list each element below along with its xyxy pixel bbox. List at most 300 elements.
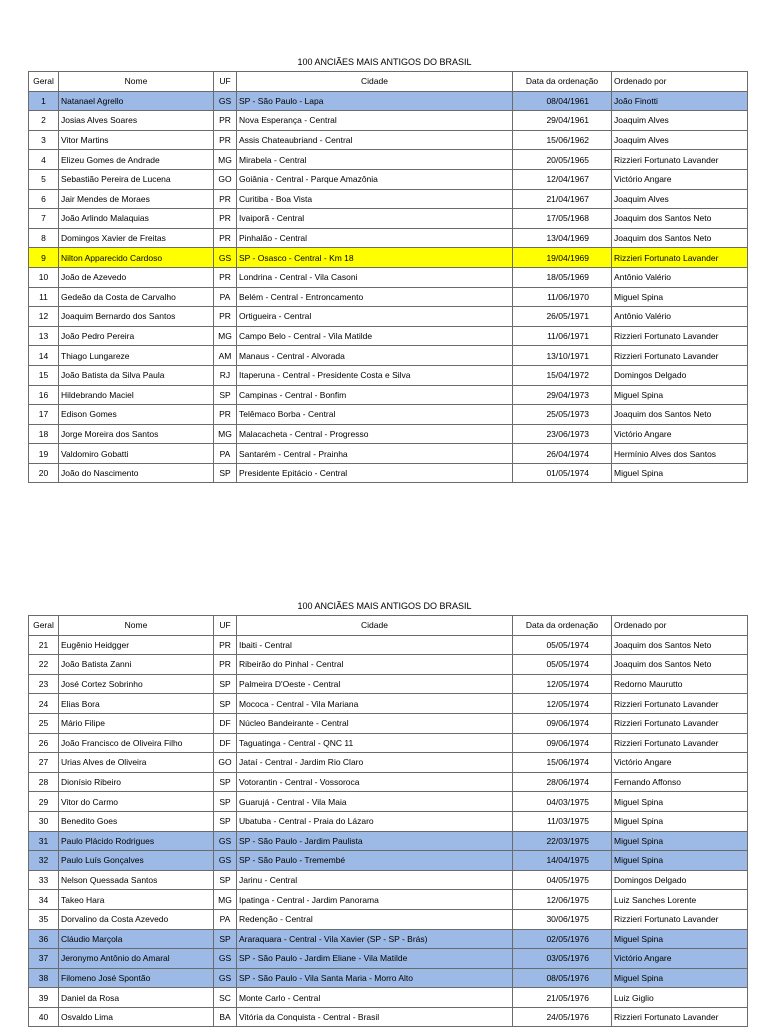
cell-cidade: Goiânia - Central - Parque Amazônia — [237, 169, 513, 189]
cell-ordenado-por: Victório Angare — [612, 424, 748, 444]
cell-geral: 24 — [29, 694, 59, 714]
cell-uf: SP — [214, 929, 237, 949]
table-row — [29, 346, 748, 366]
cell-cidade: Malacacheta - Central - Progresso — [237, 424, 513, 444]
cell-cidade: Londrina - Central - Vila Casoni — [237, 267, 513, 287]
cell-ordenado-por: Victório Angare — [612, 753, 748, 773]
cell-cidade: Mirabela - Central — [237, 150, 513, 170]
cell-data: 17/05/1968 — [513, 209, 612, 229]
cell-ordenado-por: Victório Angare — [612, 169, 748, 189]
cell-ordenado-por: Miguel Spina — [612, 287, 748, 307]
table-row — [29, 267, 748, 287]
cell-geral: 32 — [29, 851, 59, 871]
cell-cidade: Jarinu - Central — [237, 870, 513, 890]
header-geral: Geral — [29, 72, 59, 92]
cell-uf: PR — [214, 307, 237, 327]
cell-uf: PA — [214, 444, 237, 464]
cell-geral: 27 — [29, 753, 59, 773]
sheet-page-1 — [28, 53, 741, 483]
table-row — [29, 870, 748, 890]
cell-ordenado-por: Joaquim dos Santos Neto — [612, 209, 748, 229]
cell-nome: Natanael Agrello — [59, 91, 214, 111]
cell-ordenado-por: Victório Angare — [612, 949, 748, 969]
header-uf: UF — [214, 72, 237, 92]
cell-cidade: Vitória da Conquista - Central - Brasil — [237, 1007, 513, 1027]
table-row — [29, 713, 748, 733]
cell-uf: PR — [214, 209, 237, 229]
table-row — [29, 811, 748, 831]
cell-ordenado-por: Rizzieri Fortunato Lavander — [612, 150, 748, 170]
table-row — [29, 385, 748, 405]
cell-ordenado-por: Antônio Valério — [612, 307, 748, 327]
cell-uf: GS — [214, 851, 237, 871]
cell-ordenado-por: Joaquim dos Santos Neto — [612, 655, 748, 675]
table-row — [29, 635, 748, 655]
cell-geral: 22 — [29, 655, 59, 675]
cell-ordenado-por: Joaquim dos Santos Neto — [612, 635, 748, 655]
cell-data: 19/04/1969 — [513, 248, 612, 268]
cell-uf: PR — [214, 228, 237, 248]
table-row — [29, 694, 748, 714]
cell-geral: 33 — [29, 870, 59, 890]
cell-nome: João Batista Zanni — [59, 655, 214, 675]
cell-cidade: SP - Osasco - Central - Km 18 — [237, 248, 513, 268]
table-body — [29, 91, 748, 483]
table-row — [29, 909, 748, 929]
cell-ordenado-por: Antônio Valério — [612, 267, 748, 287]
cell-nome: Nilton Apparecido Cardoso — [59, 248, 214, 268]
table-row — [29, 851, 748, 871]
cell-data: 08/05/1976 — [513, 968, 612, 988]
cell-ordenado-por: Domingos Delgado — [612, 365, 748, 385]
cell-uf: SP — [214, 463, 237, 483]
cell-nome: Dorvalino da Costa Azevedo — [59, 909, 214, 929]
table-body — [29, 635, 748, 1027]
cell-ordenado-por: Rizzieri Fortunato Lavander — [612, 713, 748, 733]
cell-data: 30/06/1975 — [513, 909, 612, 929]
cell-geral: 36 — [29, 929, 59, 949]
cell-ordenado-por: Joaquim Alves — [612, 111, 748, 131]
cell-nome: Hildebrando Maciel — [59, 385, 214, 405]
cell-data: 18/05/1969 — [513, 267, 612, 287]
cell-cidade: SP - São Paulo - Tremembé — [237, 851, 513, 871]
cell-nome: Thiago Lungareze — [59, 346, 214, 366]
cell-ordenado-por: Rizzieri Fortunato Lavander — [612, 248, 748, 268]
cell-ordenado-por: Miguel Spina — [612, 831, 748, 851]
cell-nome: Elias Bora — [59, 694, 214, 714]
cell-nome: Takeo Hara — [59, 890, 214, 910]
table-row — [29, 130, 748, 150]
cell-cidade: SP - São Paulo - Lapa — [237, 91, 513, 111]
table-row — [29, 655, 748, 675]
cell-nome: Joaquim Bernardo dos Santos — [59, 307, 214, 327]
cell-ordenado-por: Miguel Spina — [612, 851, 748, 871]
cell-nome: José Cortez Sobrinho — [59, 674, 214, 694]
cell-data: 15/04/1972 — [513, 365, 612, 385]
cell-nome: João Pedro Pereira — [59, 326, 214, 346]
cell-data: 05/05/1974 — [513, 635, 612, 655]
cell-nome: João Arlindo Malaquias — [59, 209, 214, 229]
cell-uf: GO — [214, 169, 237, 189]
cell-geral: 8 — [29, 228, 59, 248]
cell-cidade: SP - São Paulo - Vila Santa Maria - Morro Alto — [237, 968, 513, 988]
cell-ordenado-por: Luiz Giglio — [612, 988, 748, 1008]
cell-ordenado-por: Miguel Spina — [612, 811, 748, 831]
cell-uf: PR — [214, 655, 237, 675]
cell-geral: 1 — [29, 91, 59, 111]
cell-uf: GS — [214, 831, 237, 851]
cell-nome: Edison Gomes — [59, 405, 214, 425]
cell-geral: 4 — [29, 150, 59, 170]
cell-nome: Valdomiro Gobatti — [59, 444, 214, 464]
cell-data: 04/05/1975 — [513, 870, 612, 890]
cell-geral: 9 — [29, 248, 59, 268]
cell-geral: 30 — [29, 811, 59, 831]
cell-ordenado-por: Rizzieri Fortunato Lavander — [612, 346, 748, 366]
header-ordenado-por: Ordenado por — [612, 72, 748, 92]
cell-data: 25/05/1973 — [513, 405, 612, 425]
cell-uf: PA — [214, 287, 237, 307]
cell-geral: 29 — [29, 792, 59, 812]
cell-cidade: SP - São Paulo - Jardim Paulista — [237, 831, 513, 851]
table-row — [29, 91, 748, 111]
cell-ordenado-por: Rizzieri Fortunato Lavander — [612, 909, 748, 929]
cell-geral: 18 — [29, 424, 59, 444]
cell-geral: 38 — [29, 968, 59, 988]
cell-uf: SC — [214, 988, 237, 1008]
cell-geral: 14 — [29, 346, 59, 366]
cell-nome: Vitor Martins — [59, 130, 214, 150]
header-data: Data da ordenação — [513, 616, 612, 636]
cell-data: 12/04/1967 — [513, 169, 612, 189]
table-row — [29, 929, 748, 949]
cell-nome: Urias Alves de Oliveira — [59, 753, 214, 773]
cell-geral: 39 — [29, 988, 59, 1008]
cell-ordenado-por: Rizzieri Fortunato Lavander — [612, 1007, 748, 1027]
cell-ordenado-por: Miguel Spina — [612, 968, 748, 988]
cell-nome: Jair Mendes de Moraes — [59, 189, 214, 209]
cell-nome: Osvaldo Lima — [59, 1007, 214, 1027]
cell-uf: RJ — [214, 365, 237, 385]
cell-cidade: Mococa - Central - Vila Mariana — [237, 694, 513, 714]
cell-cidade: Ipatinga - Central - Jardim Panorama — [237, 890, 513, 910]
cell-uf: MG — [214, 326, 237, 346]
table-row — [29, 753, 748, 773]
cell-geral: 35 — [29, 909, 59, 929]
cell-nome: Daniel da Rosa — [59, 988, 214, 1008]
cell-geral: 12 — [29, 307, 59, 327]
cell-uf: DF — [214, 733, 237, 753]
cell-cidade: Curitiba - Boa Vista — [237, 189, 513, 209]
cell-data: 21/04/1967 — [513, 189, 612, 209]
cell-uf: SP — [214, 870, 237, 890]
cell-geral: 21 — [29, 635, 59, 655]
cell-uf: PR — [214, 405, 237, 425]
cell-ordenado-por: Joaquim dos Santos Neto — [612, 405, 748, 425]
table-row — [29, 365, 748, 385]
cell-uf: PA — [214, 909, 237, 929]
cell-cidade: Manaus - Central - Alvorada — [237, 346, 513, 366]
cell-cidade: Santarém - Central - Prainha — [237, 444, 513, 464]
cell-uf: PR — [214, 635, 237, 655]
cell-data: 11/06/1971 — [513, 326, 612, 346]
cell-data: 24/05/1976 — [513, 1007, 612, 1027]
cell-nome: Vitor do Carmo — [59, 792, 214, 812]
cell-nome: Jorge Moreira dos Santos — [59, 424, 214, 444]
cell-uf: PR — [214, 189, 237, 209]
cell-cidade: Pinhalão - Central — [237, 228, 513, 248]
table-row — [29, 189, 748, 209]
cell-geral: 23 — [29, 674, 59, 694]
table-row — [29, 248, 748, 268]
cell-uf: GS — [214, 949, 237, 969]
cell-data: 29/04/1973 — [513, 385, 612, 405]
cell-nome: Paulo Luís Gonçalves — [59, 851, 214, 871]
cell-geral: 31 — [29, 831, 59, 851]
cell-geral: 40 — [29, 1007, 59, 1027]
cell-uf: SP — [214, 811, 237, 831]
cell-cidade: Belém - Central - Entroncamento — [237, 287, 513, 307]
table-row — [29, 287, 748, 307]
cell-nome: Filomeno José Spontão — [59, 968, 214, 988]
table-row — [29, 792, 748, 812]
cell-nome: Sebastião Pereira de Lucena — [59, 169, 214, 189]
cell-cidade: Ibaiti - Central — [237, 635, 513, 655]
cell-ordenado-por: Rizzieri Fortunato Lavander — [612, 694, 748, 714]
cell-geral: 6 — [29, 189, 59, 209]
cell-geral: 25 — [29, 713, 59, 733]
table-row — [29, 405, 748, 425]
cell-data: 29/04/1961 — [513, 111, 612, 131]
cell-cidade: SP - São Paulo - Jardim Eliane - Vila Matilde — [237, 949, 513, 969]
cell-geral: 2 — [29, 111, 59, 131]
cell-geral: 28 — [29, 772, 59, 792]
cell-nome: Cláudio Marçola — [59, 929, 214, 949]
table-row — [29, 890, 748, 910]
header-data: Data da ordenação — [513, 72, 612, 92]
cell-ordenado-por: Joaquim Alves — [612, 189, 748, 209]
cell-cidade: Assis Chateaubriand - Central — [237, 130, 513, 150]
cell-uf: GS — [214, 968, 237, 988]
cell-ordenado-por: Miguel Spina — [612, 385, 748, 405]
cell-cidade: Telêmaco Borba - Central — [237, 405, 513, 425]
table-row — [29, 444, 748, 464]
cell-data: 09/06/1974 — [513, 713, 612, 733]
table-row — [29, 772, 748, 792]
cell-cidade: Guarujá - Central - Vila Maia — [237, 792, 513, 812]
cell-ordenado-por: Rizzieri Fortunato Lavander — [612, 326, 748, 346]
cell-ordenado-por: Rizzieri Fortunato Lavander — [612, 733, 748, 753]
cell-cidade: Itaperuna - Central - Presidente Costa e Silva — [237, 365, 513, 385]
cell-data: 13/04/1969 — [513, 228, 612, 248]
cell-uf: BA — [214, 1007, 237, 1027]
cell-uf: GO — [214, 753, 237, 773]
cell-uf: MG — [214, 150, 237, 170]
cell-ordenado-por: Luiz Sanches Lorente — [612, 890, 748, 910]
cell-nome: João Batista da Silva Paula — [59, 365, 214, 385]
cell-cidade: Redenção - Central — [237, 909, 513, 929]
table-row — [29, 674, 748, 694]
table-row — [29, 733, 748, 753]
cell-data: 22/03/1975 — [513, 831, 612, 851]
cell-cidade: Jataí - Central - Jardim Rio Claro — [237, 753, 513, 773]
cell-geral: 37 — [29, 949, 59, 969]
cell-uf: PR — [214, 267, 237, 287]
cell-ordenado-por: Hermínio Alves dos Santos — [612, 444, 748, 464]
table-row — [29, 111, 748, 131]
cell-data: 14/04/1975 — [513, 851, 612, 871]
cell-nome: Eugênio Heidgger — [59, 635, 214, 655]
cell-geral: 10 — [29, 267, 59, 287]
header-uf: UF — [214, 616, 237, 636]
cell-uf: DF — [214, 713, 237, 733]
cell-data: 01/05/1974 — [513, 463, 612, 483]
header-geral: Geral — [29, 616, 59, 636]
cell-geral: 15 — [29, 365, 59, 385]
cell-cidade: Campinas - Central - Bonfim — [237, 385, 513, 405]
cell-ordenado-por: Redorno Maurutto — [612, 674, 748, 694]
cell-nome: Josias Alves Soares — [59, 111, 214, 131]
table-header-row — [29, 616, 748, 636]
cell-uf: MG — [214, 890, 237, 910]
cell-cidade: Nova Esperança - Central — [237, 111, 513, 131]
cell-ordenado-por: Miguel Spina — [612, 792, 748, 812]
cell-cidade: Ivaiporã - Central — [237, 209, 513, 229]
cell-cidade: Monte Carlo - Central — [237, 988, 513, 1008]
cell-geral: 34 — [29, 890, 59, 910]
cell-data: 15/06/1962 — [513, 130, 612, 150]
cell-cidade: Presidente Epitácio - Central — [237, 463, 513, 483]
cell-data: 23/06/1973 — [513, 424, 612, 444]
cell-data: 05/05/1974 — [513, 655, 612, 675]
cell-nome: Gedeão da Costa de Carvalho — [59, 287, 214, 307]
header-cidade: Cidade — [237, 72, 513, 92]
cell-geral: 19 — [29, 444, 59, 464]
cell-nome: João Francisco de Oliveira Filho — [59, 733, 214, 753]
cell-data: 11/06/1970 — [513, 287, 612, 307]
cell-data: 20/05/1965 — [513, 150, 612, 170]
cell-geral: 26 — [29, 733, 59, 753]
table-row — [29, 463, 748, 483]
cell-nome: Mário Filipe — [59, 713, 214, 733]
table-row — [29, 1007, 748, 1027]
cell-data: 26/05/1971 — [513, 307, 612, 327]
cell-nome: João de Azevedo — [59, 267, 214, 287]
cell-geral: 17 — [29, 405, 59, 425]
cell-cidade: Taguatinga - Central - QNC 11 — [237, 733, 513, 753]
cell-cidade: Núcleo Bandeirante - Central — [237, 713, 513, 733]
cell-ordenado-por: Joaquim dos Santos Neto — [612, 228, 748, 248]
cell-data: 12/06/1975 — [513, 890, 612, 910]
sheet-page-2 — [28, 597, 741, 1027]
table-row — [29, 949, 748, 969]
table-row — [29, 424, 748, 444]
cell-data: 26/04/1974 — [513, 444, 612, 464]
cell-ordenado-por: Joaquim Alves — [612, 130, 748, 150]
cell-cidade: Votorantin - Central - Vossoroca — [237, 772, 513, 792]
cell-data: 28/06/1974 — [513, 772, 612, 792]
cell-data: 12/05/1974 — [513, 694, 612, 714]
cell-uf: SP — [214, 385, 237, 405]
cell-nome: Domingos Xavier de Freitas — [59, 228, 214, 248]
header-nome: Nome — [59, 72, 214, 92]
table-row — [29, 307, 748, 327]
cell-uf: SP — [214, 772, 237, 792]
table-row — [29, 169, 748, 189]
header-nome: Nome — [59, 616, 214, 636]
cell-ordenado-por: Domingos Delgado — [612, 870, 748, 890]
cell-data: 12/05/1974 — [513, 674, 612, 694]
cell-cidade: Campo Belo - Central - Vila Matilde — [237, 326, 513, 346]
cell-geral: 20 — [29, 463, 59, 483]
cell-nome: Elizeu Gomes de Andrade — [59, 150, 214, 170]
elders-table — [28, 71, 748, 483]
cell-geral: 7 — [29, 209, 59, 229]
cell-uf: MG — [214, 424, 237, 444]
cell-data: 15/06/1974 — [513, 753, 612, 773]
header-ordenado-por: Ordenado por — [612, 616, 748, 636]
cell-cidade: Ortigueira - Central — [237, 307, 513, 327]
cell-ordenado-por: Miguel Spina — [612, 929, 748, 949]
cell-cidade: Ribeirão do Pinhal - Central — [237, 655, 513, 675]
table-row — [29, 968, 748, 988]
cell-data: 08/04/1961 — [513, 91, 612, 111]
table-row — [29, 228, 748, 248]
cell-data: 21/05/1976 — [513, 988, 612, 1008]
cell-nome: Benedito Goes — [59, 811, 214, 831]
cell-uf: SP — [214, 694, 237, 714]
cell-uf: AM — [214, 346, 237, 366]
cell-nome: Dionísio Ribeiro — [59, 772, 214, 792]
cell-nome: Jeronymo Antônio do Amaral — [59, 949, 214, 969]
cell-geral: 13 — [29, 326, 59, 346]
header-cidade: Cidade — [237, 616, 513, 636]
cell-nome: João do Nascimento — [59, 463, 214, 483]
cell-data: 11/03/1975 — [513, 811, 612, 831]
cell-nome: Paulo Plácido Rodrigues — [59, 831, 214, 851]
cell-cidade: Ubatuba - Central - Praia do Lázaro — [237, 811, 513, 831]
cell-data: 09/06/1974 — [513, 733, 612, 753]
cell-uf: PR — [214, 130, 237, 150]
cell-data: 02/05/1976 — [513, 929, 612, 949]
cell-uf: GS — [214, 91, 237, 111]
elders-table — [28, 615, 748, 1027]
cell-geral: 5 — [29, 169, 59, 189]
table-row — [29, 150, 748, 170]
table-row — [29, 209, 748, 229]
cell-cidade: Araraquara - Central - Vila Xavier (SP - SP - Brás) — [237, 929, 513, 949]
cell-ordenado-por: João Finotti — [612, 91, 748, 111]
cell-nome: Nelson Quessada Santos — [59, 870, 214, 890]
cell-uf: SP — [214, 792, 237, 812]
cell-data: 03/05/1976 — [513, 949, 612, 969]
cell-geral: 11 — [29, 287, 59, 307]
table-row — [29, 988, 748, 1008]
cell-ordenado-por: Miguel Spina — [612, 463, 748, 483]
cell-geral: 16 — [29, 385, 59, 405]
table-row — [29, 326, 748, 346]
cell-geral: 3 — [29, 130, 59, 150]
cell-cidade: Palmeira D'Oeste - Central — [237, 674, 513, 694]
cell-data: 04/03/1975 — [513, 792, 612, 812]
cell-uf: PR — [214, 111, 237, 131]
sheet-title: 100 ANCIÃES MAIS ANTIGOS DO BRASIL — [297, 57, 472, 67]
cell-uf: GS — [214, 248, 237, 268]
cell-data: 13/10/1971 — [513, 346, 612, 366]
cell-uf: SP — [214, 674, 237, 694]
sheet-title: 100 ANCIÃES MAIS ANTIGOS DO BRASIL — [297, 601, 472, 611]
table-header-row — [29, 72, 748, 92]
